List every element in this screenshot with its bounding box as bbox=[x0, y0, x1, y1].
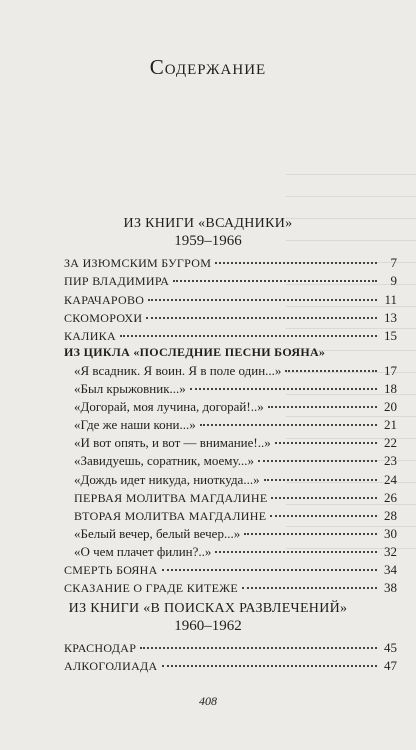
toc-entry-title: ЗА ИЗЮМСКИМ БУГРОМ bbox=[64, 256, 212, 270]
section-heading-vsadniki: ИЗ КНИГИ «ВСАДНИКИ» bbox=[123, 216, 293, 231]
toc-entry[interactable] bbox=[0, 363, 416, 383]
section-years-v-poiskah: 1960–1962 bbox=[174, 618, 242, 634]
toc-entry-title: «Был крыжовник...» bbox=[74, 381, 186, 396]
toc-entry[interactable] bbox=[0, 381, 416, 401]
dot-leader bbox=[190, 387, 377, 390]
toc-entry[interactable] bbox=[0, 435, 416, 455]
toc-entry-page: 23 bbox=[384, 453, 397, 468]
toc-entry-page: 26 bbox=[384, 490, 397, 505]
toc-entry[interactable] bbox=[0, 255, 416, 275]
dot-leader bbox=[275, 441, 377, 444]
page-title: Содержание bbox=[149, 55, 267, 79]
toc-entry-page: 45 bbox=[384, 640, 397, 655]
toc-entry-title: ПИР ВЛАДИМИРА bbox=[64, 274, 170, 288]
section-years-vsadniki: 1959–1966 bbox=[174, 233, 242, 249]
dot-leader bbox=[215, 261, 377, 264]
toc-entry[interactable] bbox=[0, 310, 416, 330]
toc-entry-page: 47 bbox=[384, 658, 397, 673]
dot-leader bbox=[270, 514, 377, 517]
toc-entry-page: 38 bbox=[384, 580, 397, 595]
toc-entry[interactable] bbox=[0, 453, 416, 473]
toc-entry-title: «Белый вечер, белый вечер...» bbox=[74, 526, 241, 541]
toc-entry-page: 28 bbox=[384, 508, 397, 523]
toc-entry-page: 7 bbox=[390, 255, 397, 270]
toc-entry-title: АЛКОГОЛИАДА bbox=[64, 659, 158, 673]
section-heading-v-poiskah: ИЗ КНИГИ «В ПОИСКАХ РАЗВЛЕЧЕНИЙ» bbox=[68, 601, 348, 616]
dot-leader bbox=[120, 334, 377, 337]
dot-leader bbox=[264, 478, 377, 481]
toc-entry[interactable] bbox=[0, 273, 416, 293]
toc-entry-page: 22 bbox=[384, 435, 397, 450]
toc-entry[interactable] bbox=[0, 640, 416, 660]
toc-entry-page: 15 bbox=[384, 328, 397, 343]
dot-leader bbox=[200, 423, 377, 426]
toc-entry[interactable] bbox=[0, 526, 416, 546]
toc-entry-title: СМЕРТЬ БОЯНА bbox=[64, 563, 158, 577]
toc-entry-title: «О чем плачет филин?..» bbox=[74, 544, 212, 559]
toc-entry-page: 17 bbox=[384, 363, 397, 378]
toc-entry-title: «Догорай, моя лучина, догорай!..» bbox=[74, 399, 264, 414]
toc-entry-page: 9 bbox=[390, 273, 397, 288]
toc-entry[interactable] bbox=[0, 292, 416, 312]
toc-entry-page: 30 bbox=[384, 526, 397, 541]
toc-entry-title: СКОМОРОХИ bbox=[64, 311, 143, 325]
toc-entry-title: «Дождь идет никуда, ниоткуда...» bbox=[74, 472, 260, 487]
toc-entry-page: 11 bbox=[384, 292, 397, 307]
toc-entry-page: 18 bbox=[384, 381, 397, 396]
toc-entry-title: СКАЗАНИЕ О ГРАДЕ КИТЕЖЕ bbox=[64, 581, 238, 595]
dot-leader bbox=[285, 369, 377, 372]
toc-entry[interactable] bbox=[0, 544, 416, 564]
toc-entry[interactable] bbox=[0, 399, 416, 419]
toc-entry[interactable] bbox=[0, 490, 416, 510]
dot-leader bbox=[271, 496, 377, 499]
dot-leader bbox=[140, 646, 377, 649]
toc-entry[interactable] bbox=[0, 508, 416, 528]
dot-leader bbox=[258, 459, 377, 462]
dot-leader bbox=[146, 316, 377, 319]
toc-entry-title: ИЗ ЦИКЛА «ПОСЛЕДНИЕ ПЕСНИ БОЯНА» bbox=[64, 345, 326, 359]
toc-entry-title: ВТОРАЯ МОЛИТВА МАГДАЛИНЕ bbox=[74, 509, 267, 523]
toc-entry-title: КРАСНОДАР bbox=[64, 641, 137, 655]
dot-leader bbox=[268, 405, 377, 408]
toc-entry-title: «Я всадник. Я воин. Я в поле один...» bbox=[74, 363, 282, 378]
toc-entry[interactable] bbox=[0, 580, 416, 600]
dot-leader bbox=[242, 586, 377, 589]
toc-cycle-heading[interactable] bbox=[0, 345, 416, 365]
dot-leader bbox=[244, 532, 377, 535]
dot-leader bbox=[148, 298, 377, 301]
dot-leader bbox=[162, 664, 377, 667]
dot-leader bbox=[173, 279, 377, 282]
toc-entry-title: «Где же наши кони...» bbox=[74, 417, 196, 432]
toc-entry-title: КАЛИКА bbox=[64, 329, 116, 343]
toc-entry-title: «Завидуешь, соратник, моему...» bbox=[74, 453, 254, 468]
toc-entry[interactable] bbox=[0, 472, 416, 492]
toc-entry-page: 21 bbox=[384, 417, 397, 432]
toc-entry[interactable] bbox=[0, 658, 416, 678]
dot-leader bbox=[162, 568, 377, 571]
dot-leader bbox=[215, 550, 377, 553]
toc-entry-page: 20 bbox=[384, 399, 397, 414]
toc-entry[interactable] bbox=[0, 562, 416, 582]
toc-entry-title: КАРАЧАРОВО bbox=[64, 293, 145, 307]
toc-entry-page: 32 bbox=[384, 544, 397, 559]
toc-entry[interactable] bbox=[0, 417, 416, 437]
page-number: 408 bbox=[199, 694, 217, 708]
toc-entry-title: ПЕРВАЯ МОЛИТВА МАГДАЛИНЕ bbox=[74, 491, 268, 505]
toc-entry-page: 34 bbox=[384, 562, 397, 577]
toc-entry-page: 13 bbox=[384, 310, 397, 325]
toc-entry-page: 24 bbox=[384, 472, 397, 487]
toc-entry-title: «И вот опять, и вот — внимание!..» bbox=[74, 435, 271, 450]
